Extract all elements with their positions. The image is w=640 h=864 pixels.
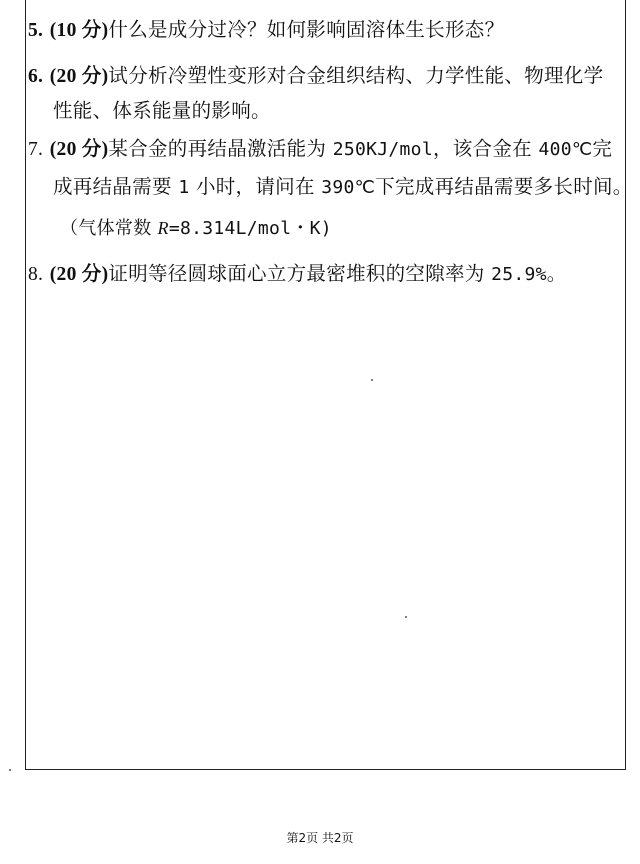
question-7	[28, 136, 612, 163]
question-5	[28, 17, 504, 44]
scan-speck	[405, 616, 407, 618]
question-text: 试分析冷塑性变形对合金组织结构、力学性能、物理化学	[108, 64, 604, 87]
question-text: 成再结晶需要	[53, 175, 179, 198]
question-6-continuation	[53, 98, 271, 124]
question-score: (20 分)	[49, 66, 109, 87]
question-text: ，该合金在	[432, 137, 539, 160]
question-text: 证明等径圆球面心立方最密堆积的空隙率为	[108, 262, 492, 285]
temperature-1: 400℃	[538, 139, 593, 160]
temperature-2: 390℃	[321, 177, 376, 198]
gas-constant-value: =8.314L/mol・K)	[168, 218, 332, 239]
question-number: 6.	[28, 66, 44, 87]
activation-energy: 250KJ/mol	[332, 139, 433, 160]
question-8	[28, 261, 567, 288]
time-value: 1	[178, 177, 190, 198]
question-6	[28, 63, 603, 90]
question-score: (10 分)	[49, 20, 109, 41]
question-text: 。	[546, 262, 567, 285]
gas-constant-symbol: R	[157, 218, 169, 238]
question-number: 7.	[28, 139, 44, 160]
question-score: (20 分)	[49, 264, 109, 285]
page-footer: 第2页 共2页	[286, 831, 354, 845]
question-7-note	[60, 215, 332, 242]
gas-constant-label: （气体常数	[60, 218, 158, 239]
question-text: 下完成再结晶需要多长时间。	[375, 175, 633, 198]
question-score: (20 分)	[49, 139, 109, 160]
scan-speck	[9, 769, 11, 771]
question-7-continuation	[53, 174, 633, 201]
question-number: 5.	[28, 20, 44, 41]
question-text: 小时，请问在	[189, 175, 322, 198]
question-text: 完	[592, 137, 613, 160]
void-fraction: 25.9%	[491, 264, 547, 285]
question-text: 某合金的再结晶激活能为	[108, 137, 333, 160]
question-number: 8.	[28, 264, 44, 285]
question-text: 性能、体系能量的影响。	[53, 99, 271, 122]
scan-speck	[371, 379, 373, 381]
question-text: 什么是成分过冷？如何影响固溶体生长形态？	[108, 18, 505, 41]
